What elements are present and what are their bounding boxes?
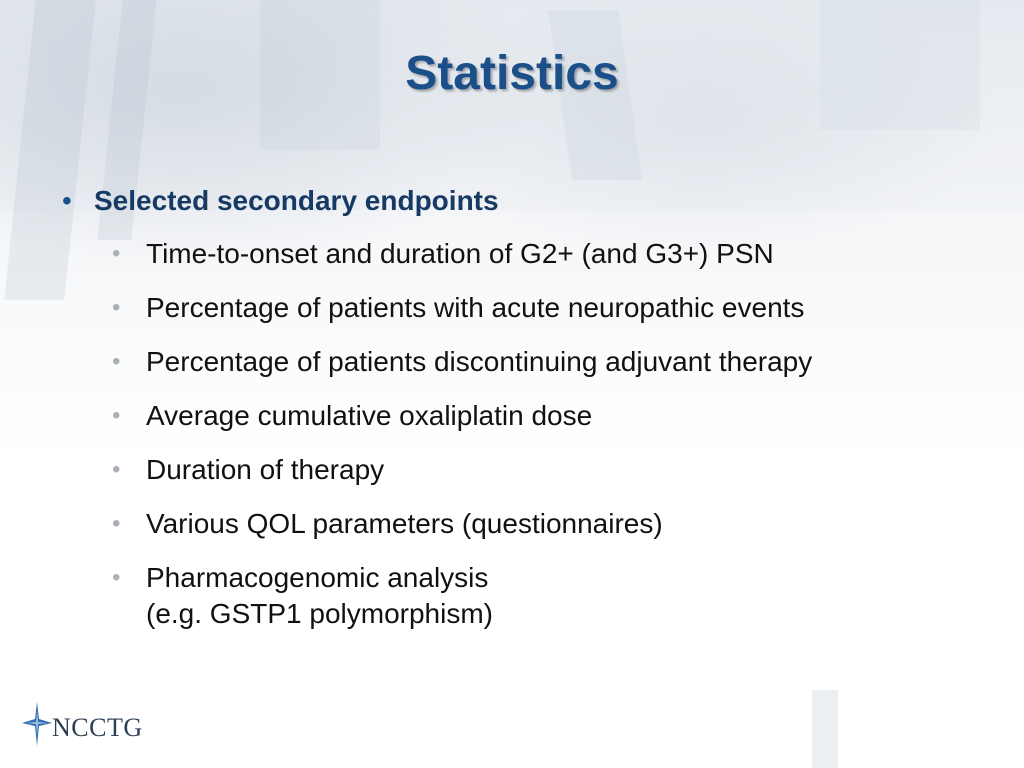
background-shape [812,690,838,768]
ncctg-logo [22,702,143,746]
list-item [112,398,992,434]
bullet-dot-icon: • [112,348,121,375]
bullet-dot-icon: • [62,185,72,216]
list-item [112,290,992,326]
list-item-text: Various QOL parameters (questionnaires) [146,508,663,539]
list-item [112,344,992,380]
list-item-text: Percentage of patients discontinuing adjuvant therapy [146,346,813,377]
bullet-dot-icon: • [112,402,121,429]
bullet-dot-icon: • [112,456,121,483]
list-item [112,560,992,632]
bullet-dot-icon: • [112,240,121,267]
slide-title: Statistics [405,47,619,100]
list-item-text: Time-to-onset and duration of G2+ (and G3+) PSN [146,238,774,269]
list-item-text: Average cumulative oxaliplatin dose [146,400,593,431]
bullet-dot-icon: • [112,564,121,591]
main-bullet [62,182,962,220]
list-item-line: (e.g. GSTP1 polymorphism) [146,598,493,629]
list-item-text: Duration of therapy [146,454,385,485]
logo-text: NCCTG [52,713,143,742]
sub-bullet-list [112,236,992,650]
list-item-line: Pharmacogenomic analysis [146,562,489,593]
list-item [112,236,992,272]
list-item-text: Percentage of patients with acute neuropathic events [146,292,805,323]
list-item-text [146,560,493,632]
list-item [112,452,992,488]
star-icon [22,702,52,746]
bullet-dot-icon: • [112,294,121,321]
bullet-dot-icon: • [112,510,121,537]
list-item [112,506,992,542]
main-bullet-text: Selected secondary endpoints [94,185,499,216]
